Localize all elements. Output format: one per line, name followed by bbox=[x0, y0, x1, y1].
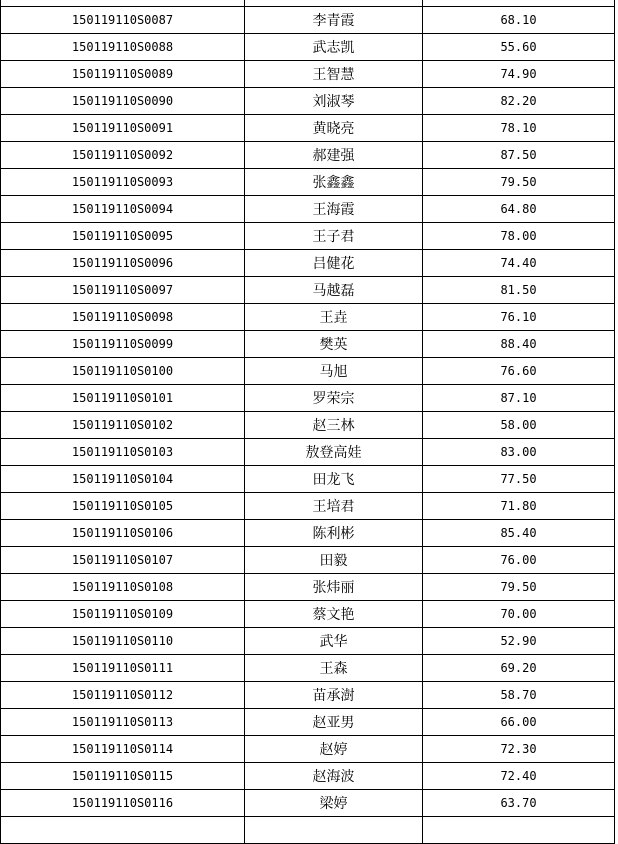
table-row bbox=[1, 601, 615, 628]
name-cell: 王垚 bbox=[245, 304, 423, 331]
table-row bbox=[1, 88, 615, 115]
table-row bbox=[1, 466, 615, 493]
score-cell: 78.00 bbox=[423, 223, 615, 250]
table-row bbox=[1, 817, 615, 844]
name-cell: 郝建强 bbox=[245, 142, 423, 169]
table-row bbox=[1, 223, 615, 250]
table-row bbox=[1, 7, 615, 34]
candidate-id-cell: 150119110S0113 bbox=[1, 709, 245, 736]
score-cell: 72.40 bbox=[423, 763, 615, 790]
name-cell: 马旭 bbox=[245, 358, 423, 385]
candidate-id-cell: 150119110S0108 bbox=[1, 574, 245, 601]
candidate-id-cell: 150119110S0099 bbox=[1, 331, 245, 358]
table-row bbox=[1, 304, 615, 331]
candidate-id-cell: 150119110S0114 bbox=[1, 736, 245, 763]
score-cell: 66.00 bbox=[423, 709, 615, 736]
score-cell: 77.50 bbox=[423, 466, 615, 493]
score-cell: 74.40 bbox=[423, 250, 615, 277]
table-row bbox=[1, 142, 615, 169]
candidate-id-cell: 150119110S0106 bbox=[1, 520, 245, 547]
name-cell: 吕健花 bbox=[245, 250, 423, 277]
score-cell: 82.20 bbox=[423, 88, 615, 115]
score-cell bbox=[423, 817, 615, 844]
score-cell: 72.30 bbox=[423, 736, 615, 763]
candidate-id-cell: 150119110S0091 bbox=[1, 115, 245, 142]
candidate-id-cell: 150119110S0092 bbox=[1, 142, 245, 169]
candidate-id-cell: 150119110S0109 bbox=[1, 601, 245, 628]
candidate-id-cell: 150119110S0088 bbox=[1, 34, 245, 61]
name-cell: 黄晓亮 bbox=[245, 115, 423, 142]
name-cell: 王海霞 bbox=[245, 196, 423, 223]
table-row bbox=[1, 520, 615, 547]
name-cell: 马越磊 bbox=[245, 277, 423, 304]
name-cell: 武志凯 bbox=[245, 34, 423, 61]
name-cell: 田毅 bbox=[245, 547, 423, 574]
name-cell: 王森 bbox=[245, 655, 423, 682]
candidate-id-cell: 150119110S0090 bbox=[1, 88, 245, 115]
score-cell: 52.90 bbox=[423, 628, 615, 655]
table-row bbox=[1, 277, 615, 304]
table-row bbox=[1, 34, 615, 61]
name-cell: 樊英 bbox=[245, 331, 423, 358]
table-row bbox=[1, 331, 615, 358]
name-cell bbox=[245, 817, 423, 844]
table-body bbox=[1, 0, 615, 844]
candidate-id-cell: 150119110S0110 bbox=[1, 628, 245, 655]
table-row bbox=[1, 655, 615, 682]
candidate-id-cell: 150119110S0100 bbox=[1, 358, 245, 385]
table-row bbox=[1, 682, 615, 709]
name-cell: 张鑫鑫 bbox=[245, 169, 423, 196]
candidate-id-cell: 150119110S0107 bbox=[1, 547, 245, 574]
table-row bbox=[1, 763, 615, 790]
candidate-id-cell: 150119110S0112 bbox=[1, 682, 245, 709]
score-cell: 85.40 bbox=[423, 520, 615, 547]
name-cell: 张炜丽 bbox=[245, 574, 423, 601]
candidate-id-cell: 150119110S0098 bbox=[1, 304, 245, 331]
candidate-id-cell: 150119110S0094 bbox=[1, 196, 245, 223]
name-cell: 赵三林 bbox=[245, 412, 423, 439]
candidate-id-cell: 150119110S0115 bbox=[1, 763, 245, 790]
table-row bbox=[1, 709, 615, 736]
candidate-id-cell: 150119110S0093 bbox=[1, 169, 245, 196]
name-cell: 梁婷 bbox=[245, 790, 423, 817]
candidate-id-cell: 150119110S0089 bbox=[1, 61, 245, 88]
candidate-id-cell: 150119110S0103 bbox=[1, 439, 245, 466]
table-row bbox=[1, 628, 615, 655]
candidate-id-cell: 150119110S0102 bbox=[1, 412, 245, 439]
score-cell: 58.00 bbox=[423, 412, 615, 439]
score-cell: 79.50 bbox=[423, 574, 615, 601]
score-cell: 76.00 bbox=[423, 547, 615, 574]
table-row bbox=[1, 439, 615, 466]
candidate-id-cell: 150119110S0101 bbox=[1, 385, 245, 412]
score-cell: 55.60 bbox=[423, 34, 615, 61]
candidate-id-cell: 150119110S0095 bbox=[1, 223, 245, 250]
score-cell: 88.40 bbox=[423, 331, 615, 358]
table-row bbox=[1, 790, 615, 817]
table-row bbox=[1, 736, 615, 763]
table-row bbox=[1, 196, 615, 223]
name-cell: 王智慧 bbox=[245, 61, 423, 88]
score-cell: 78.10 bbox=[423, 115, 615, 142]
name-cell: 王培君 bbox=[245, 493, 423, 520]
score-cell: 70.00 bbox=[423, 601, 615, 628]
name-cell: 刘淑琴 bbox=[245, 88, 423, 115]
candidate-id-cell: 150119110S0087 bbox=[1, 7, 245, 34]
table-row bbox=[1, 493, 615, 520]
score-cell: 74.90 bbox=[423, 61, 615, 88]
candidate-id-cell: 150119110S0111 bbox=[1, 655, 245, 682]
score-cell: 83.00 bbox=[423, 439, 615, 466]
table-row bbox=[1, 169, 615, 196]
candidate-id-cell: 150119110S0096 bbox=[1, 250, 245, 277]
table-row bbox=[1, 385, 615, 412]
candidate-id-cell bbox=[1, 817, 245, 844]
candidate-id-cell: 150119110S0116 bbox=[1, 790, 245, 817]
score-cell: 79.50 bbox=[423, 169, 615, 196]
candidate-id-cell: 150119110S0097 bbox=[1, 277, 245, 304]
score-cell: 87.50 bbox=[423, 142, 615, 169]
name-cell: 陈利彬 bbox=[245, 520, 423, 547]
table-row bbox=[1, 250, 615, 277]
name-cell: 敖登高娃 bbox=[245, 439, 423, 466]
table-row bbox=[1, 61, 615, 88]
table-row bbox=[1, 358, 615, 385]
name-cell: 王子君 bbox=[245, 223, 423, 250]
name-cell: 武华 bbox=[245, 628, 423, 655]
candidate-id-cell: 150119110S0105 bbox=[1, 493, 245, 520]
table-row bbox=[1, 412, 615, 439]
name-cell: 李青霞 bbox=[245, 7, 423, 34]
score-cell: 68.10 bbox=[423, 7, 615, 34]
score-cell: 63.70 bbox=[423, 790, 615, 817]
name-cell: 罗荣宗 bbox=[245, 385, 423, 412]
candidate-id-cell: 150119110S0104 bbox=[1, 466, 245, 493]
score-cell: 76.60 bbox=[423, 358, 615, 385]
score-cell: 71.80 bbox=[423, 493, 615, 520]
score-cell: 87.10 bbox=[423, 385, 615, 412]
table-row bbox=[1, 574, 615, 601]
table-row bbox=[1, 547, 615, 574]
table-row bbox=[1, 115, 615, 142]
score-cell: 64.80 bbox=[423, 196, 615, 223]
name-cell: 苗承澍 bbox=[245, 682, 423, 709]
name-cell: 蔡文艳 bbox=[245, 601, 423, 628]
score-cell: 58.70 bbox=[423, 682, 615, 709]
score-cell: 69.20 bbox=[423, 655, 615, 682]
name-cell: 赵海波 bbox=[245, 763, 423, 790]
score-cell: 81.50 bbox=[423, 277, 615, 304]
name-cell: 赵亚男 bbox=[245, 709, 423, 736]
score-cell: 76.10 bbox=[423, 304, 615, 331]
name-cell: 赵婷 bbox=[245, 736, 423, 763]
name-cell: 田龙飞 bbox=[245, 466, 423, 493]
